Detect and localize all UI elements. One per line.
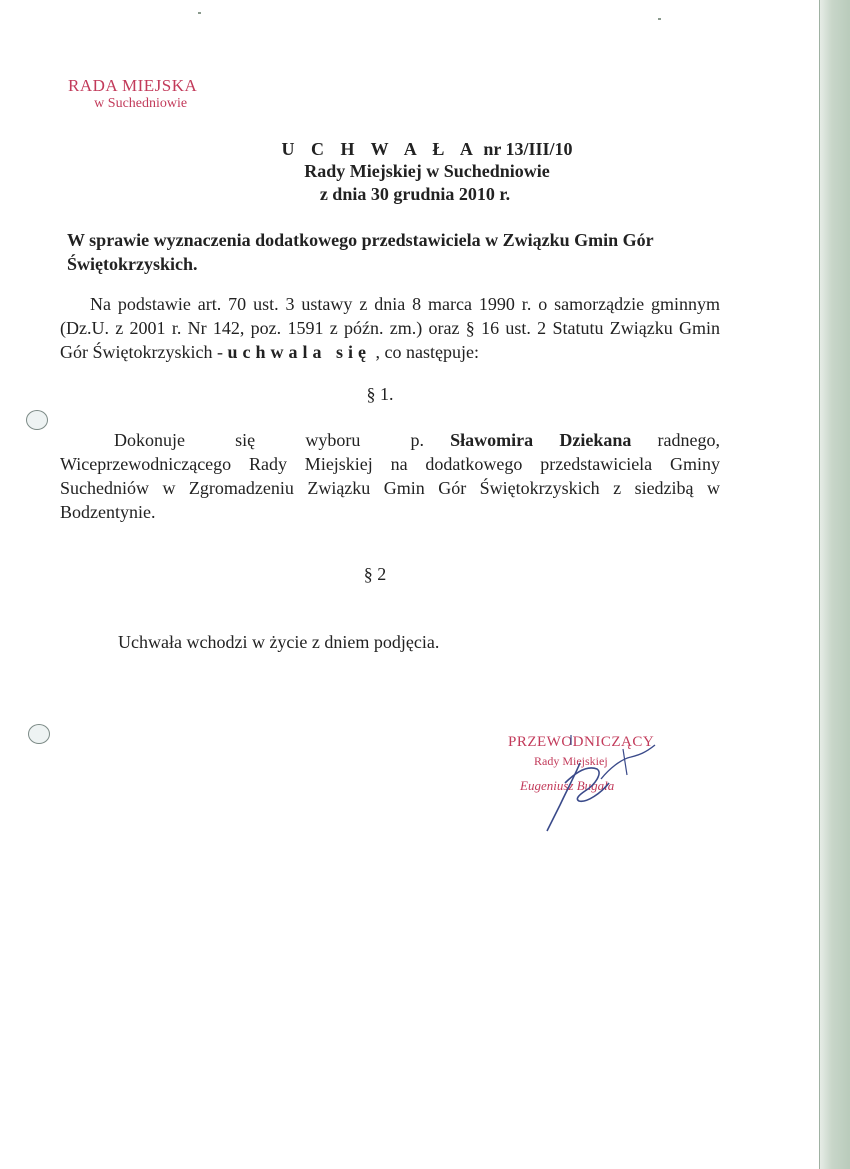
chairman-stamp-name: Eugeniusz Bugała: [520, 778, 615, 793]
council-stamp-line2: w Suchedniowie: [94, 96, 188, 111]
council-stamp-line1: RADA MIEJSKA: [68, 76, 198, 95]
resolution-number: nr 13/III/10: [483, 139, 573, 159]
resolve-phrase: uchwala się: [227, 342, 371, 362]
resolution-title: [2, 138, 850, 160]
section-2-paragraph: Uchwała wchodzi w życie z dniem podjęcia.: [118, 632, 440, 652]
resolution-title-word: U C H W A Ł A: [281, 139, 479, 159]
chairman-stamp-council: Rady Miejskiej: [534, 754, 608, 768]
resolution-subject: W sprawie wyznaczenia dodatkowego przedstawiciela w Związku Gmin Gór Świętokrzyskich.: [67, 230, 654, 274]
preamble-text: Na podstawie art. 70 ust. 3 ustawy z dnia 8 marca 1990 r. o samorządzie gminnym (Dz.U. z 2001 r. Nr 142, poz. 1591 z późn. zm.) oraz § 16 ust. 2 Statutu Związku Gmin Gór Świętokrzyskich -: [60, 294, 720, 362]
preamble-ending: , co następuje:: [370, 342, 479, 362]
punch-hole: [26, 410, 48, 430]
section-2-heading: § 2: [363, 564, 387, 584]
section-1-heading: § 1.: [366, 384, 394, 404]
scan-dust: [658, 18, 661, 20]
handwritten-signature-icon: [505, 735, 675, 835]
resolution-issuer: Rady Miejskiej w Suchedniowie: [304, 161, 550, 181]
scan-dust: [198, 12, 201, 14]
nominee-name: Sławomira Dziekana: [450, 430, 632, 450]
preamble-paragraph: [60, 292, 720, 364]
section-1-lead: Dokonuje się wyboru p.: [114, 430, 424, 450]
section-1-text: radnego, Wiceprzewodniczącego Rady Miejskiej na dodatkowego przedstawiciela Gminy Suchedniów w Zgromadzeniu Związku Gmin Gór Świętokrzyskich z siedzibą w Bodzentynie.: [60, 430, 720, 522]
punch-hole: [28, 724, 50, 744]
chairman-stamp-title: PRZEWODNICZĄCY: [508, 734, 655, 750]
resolution-date: z dnia 30 grudnia 2010 r.: [319, 184, 511, 204]
council-stamp: [68, 76, 197, 112]
section-1-paragraph: [60, 428, 720, 524]
